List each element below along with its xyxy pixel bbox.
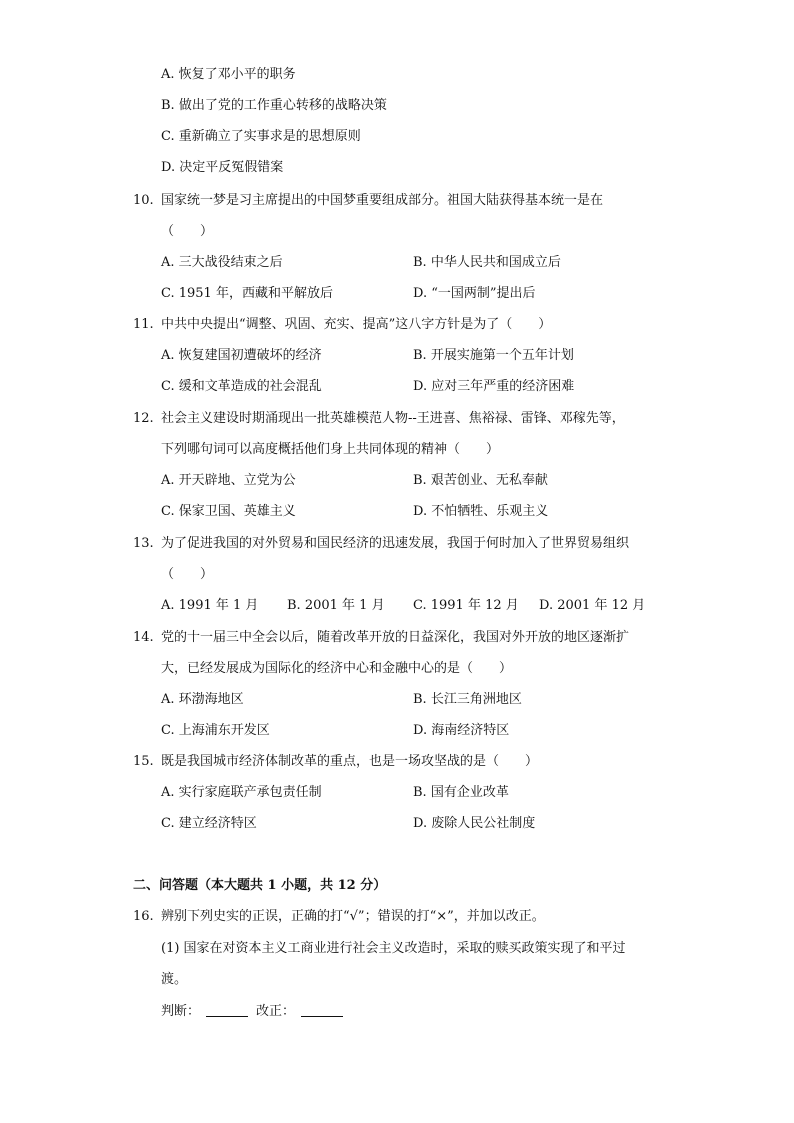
q13-option-b: B. 2001 年 1 月 bbox=[287, 598, 385, 613]
q10-option-a: A. 三大战役结束之后 bbox=[161, 255, 283, 270]
q11-option-b: B. 开展实施第一个五年计划 bbox=[413, 348, 574, 363]
judge-label: 判断： bbox=[161, 1004, 201, 1019]
q13-option-c: C. 1991 年 12 月 bbox=[413, 598, 519, 613]
q12-number: 12. bbox=[133, 411, 154, 426]
q10-number: 10. bbox=[133, 193, 154, 208]
q13-number: 13. bbox=[133, 536, 154, 551]
q13-option-a: A. 1991 年 1 月 bbox=[161, 598, 259, 613]
q14-option-a: A. 环渤海地区 bbox=[161, 692, 244, 707]
q14-option-d: D. 海南经济特区 bbox=[413, 723, 510, 738]
q14-stem-line2: 大，已经发展成为国际化的经济中心和金融中心的是（ ） bbox=[161, 661, 513, 676]
q15-number: 15. bbox=[133, 754, 154, 769]
q16-stem: 辨别下列史实的正误，正确的打“√”；错误的打“×”，并加以改正。 bbox=[161, 909, 545, 924]
q11-number: 11. bbox=[133, 317, 154, 332]
q13-stem-bracket: （ ） bbox=[161, 567, 214, 582]
q11-option-a: A. 恢复建国初遭破坏的经济 bbox=[161, 348, 322, 363]
q12-option-a: A. 开天辟地、立党为公 bbox=[161, 473, 296, 488]
correct-blank[interactable] bbox=[301, 1003, 343, 1017]
q12-stem: 社会主义建设时期涌现出一批英雄模范人物--王进喜、焦裕禄、雷锋、邓稼先等， bbox=[161, 411, 625, 426]
q9-option-c: C. 重新确立了实事求是的思想原则 bbox=[161, 129, 361, 144]
q14-option-c: C. 上海浦东开发区 bbox=[161, 723, 270, 738]
q10-option-c: C. 1951 年，西藏和平解放后 bbox=[161, 286, 333, 301]
q16-answer-row bbox=[161, 1003, 351, 1021]
q12-stem-line2: 下列哪句词可以高度概括他们身上共同体现的精神（ ） bbox=[161, 442, 500, 457]
q12-option-b: B. 艰苦创业、无私奉献 bbox=[413, 473, 548, 488]
judge-blank[interactable] bbox=[206, 1003, 248, 1017]
q13-option-d: D. 2001 年 12 月 bbox=[539, 598, 646, 613]
q14-option-b: B. 长江三角洲地区 bbox=[413, 692, 522, 707]
q11-option-c: C. 缓和文革造成的社会混乱 bbox=[161, 379, 322, 394]
q10-stem: 国家统一梦是习主席提出的中国梦重要组成部分。祖国大陆获得基本统一是在 bbox=[161, 193, 604, 208]
q15-option-d: D. 废除人民公社制度 bbox=[413, 816, 536, 831]
q15-stem: 既是我国城市经济体制改革的重点，也是一场攻坚战的是（ ） bbox=[161, 754, 539, 769]
q16-sub1-line2: 渡。 bbox=[161, 972, 188, 987]
q12-option-c: C. 保家卫国、英雄主义 bbox=[161, 504, 296, 519]
q11-stem: 中共中央提出“调整、巩固、充实、提高”这八字方针是为了（ ） bbox=[161, 317, 552, 332]
q10-option-d: D. “一国两制”提出后 bbox=[413, 286, 536, 301]
q15-option-b: B. 国有企业改革 bbox=[413, 785, 509, 800]
q15-option-a: A. 实行家庭联产承包责任制 bbox=[161, 785, 322, 800]
q13-stem: 为了促进我国的对外贸易和国民经济的迅速发展，我国于何时加入了世界贸易组织 bbox=[161, 536, 630, 551]
section-heading: 二、问答题（本大题共 1 小题，共 12 分） bbox=[133, 878, 387, 893]
q14-stem: 党的十一届三中全会以后，随着改革开放的日益深化，我国对外开放的地区逐渐扩 bbox=[161, 630, 630, 645]
q11-option-d: D. 应对三年严重的经济困难 bbox=[413, 379, 575, 394]
q15-option-c: C. 建立经济特区 bbox=[161, 816, 257, 831]
q16-sub1: (1) 国家在对资本主义工商业进行社会主义改造时，采取的赎买政策实现了和平过 bbox=[161, 941, 626, 956]
q9-option-a: A. 恢复了邓小平的职务 bbox=[161, 67, 296, 82]
q9-option-d: D. 决定平反冤假错案 bbox=[161, 160, 284, 175]
q14-number: 14. bbox=[133, 630, 154, 645]
q10-option-b: B. 中华人民共和国成立后 bbox=[413, 255, 561, 270]
q9-option-b: B. 做出了党的工作重心转移的战略决策 bbox=[161, 98, 387, 113]
q16-number: 16. bbox=[133, 909, 154, 924]
q12-option-d: D. 不怕牺牲、乐观主义 bbox=[413, 504, 549, 519]
q10-stem-bracket: （ ） bbox=[161, 224, 214, 239]
correct-label: 改正： bbox=[256, 1004, 296, 1019]
